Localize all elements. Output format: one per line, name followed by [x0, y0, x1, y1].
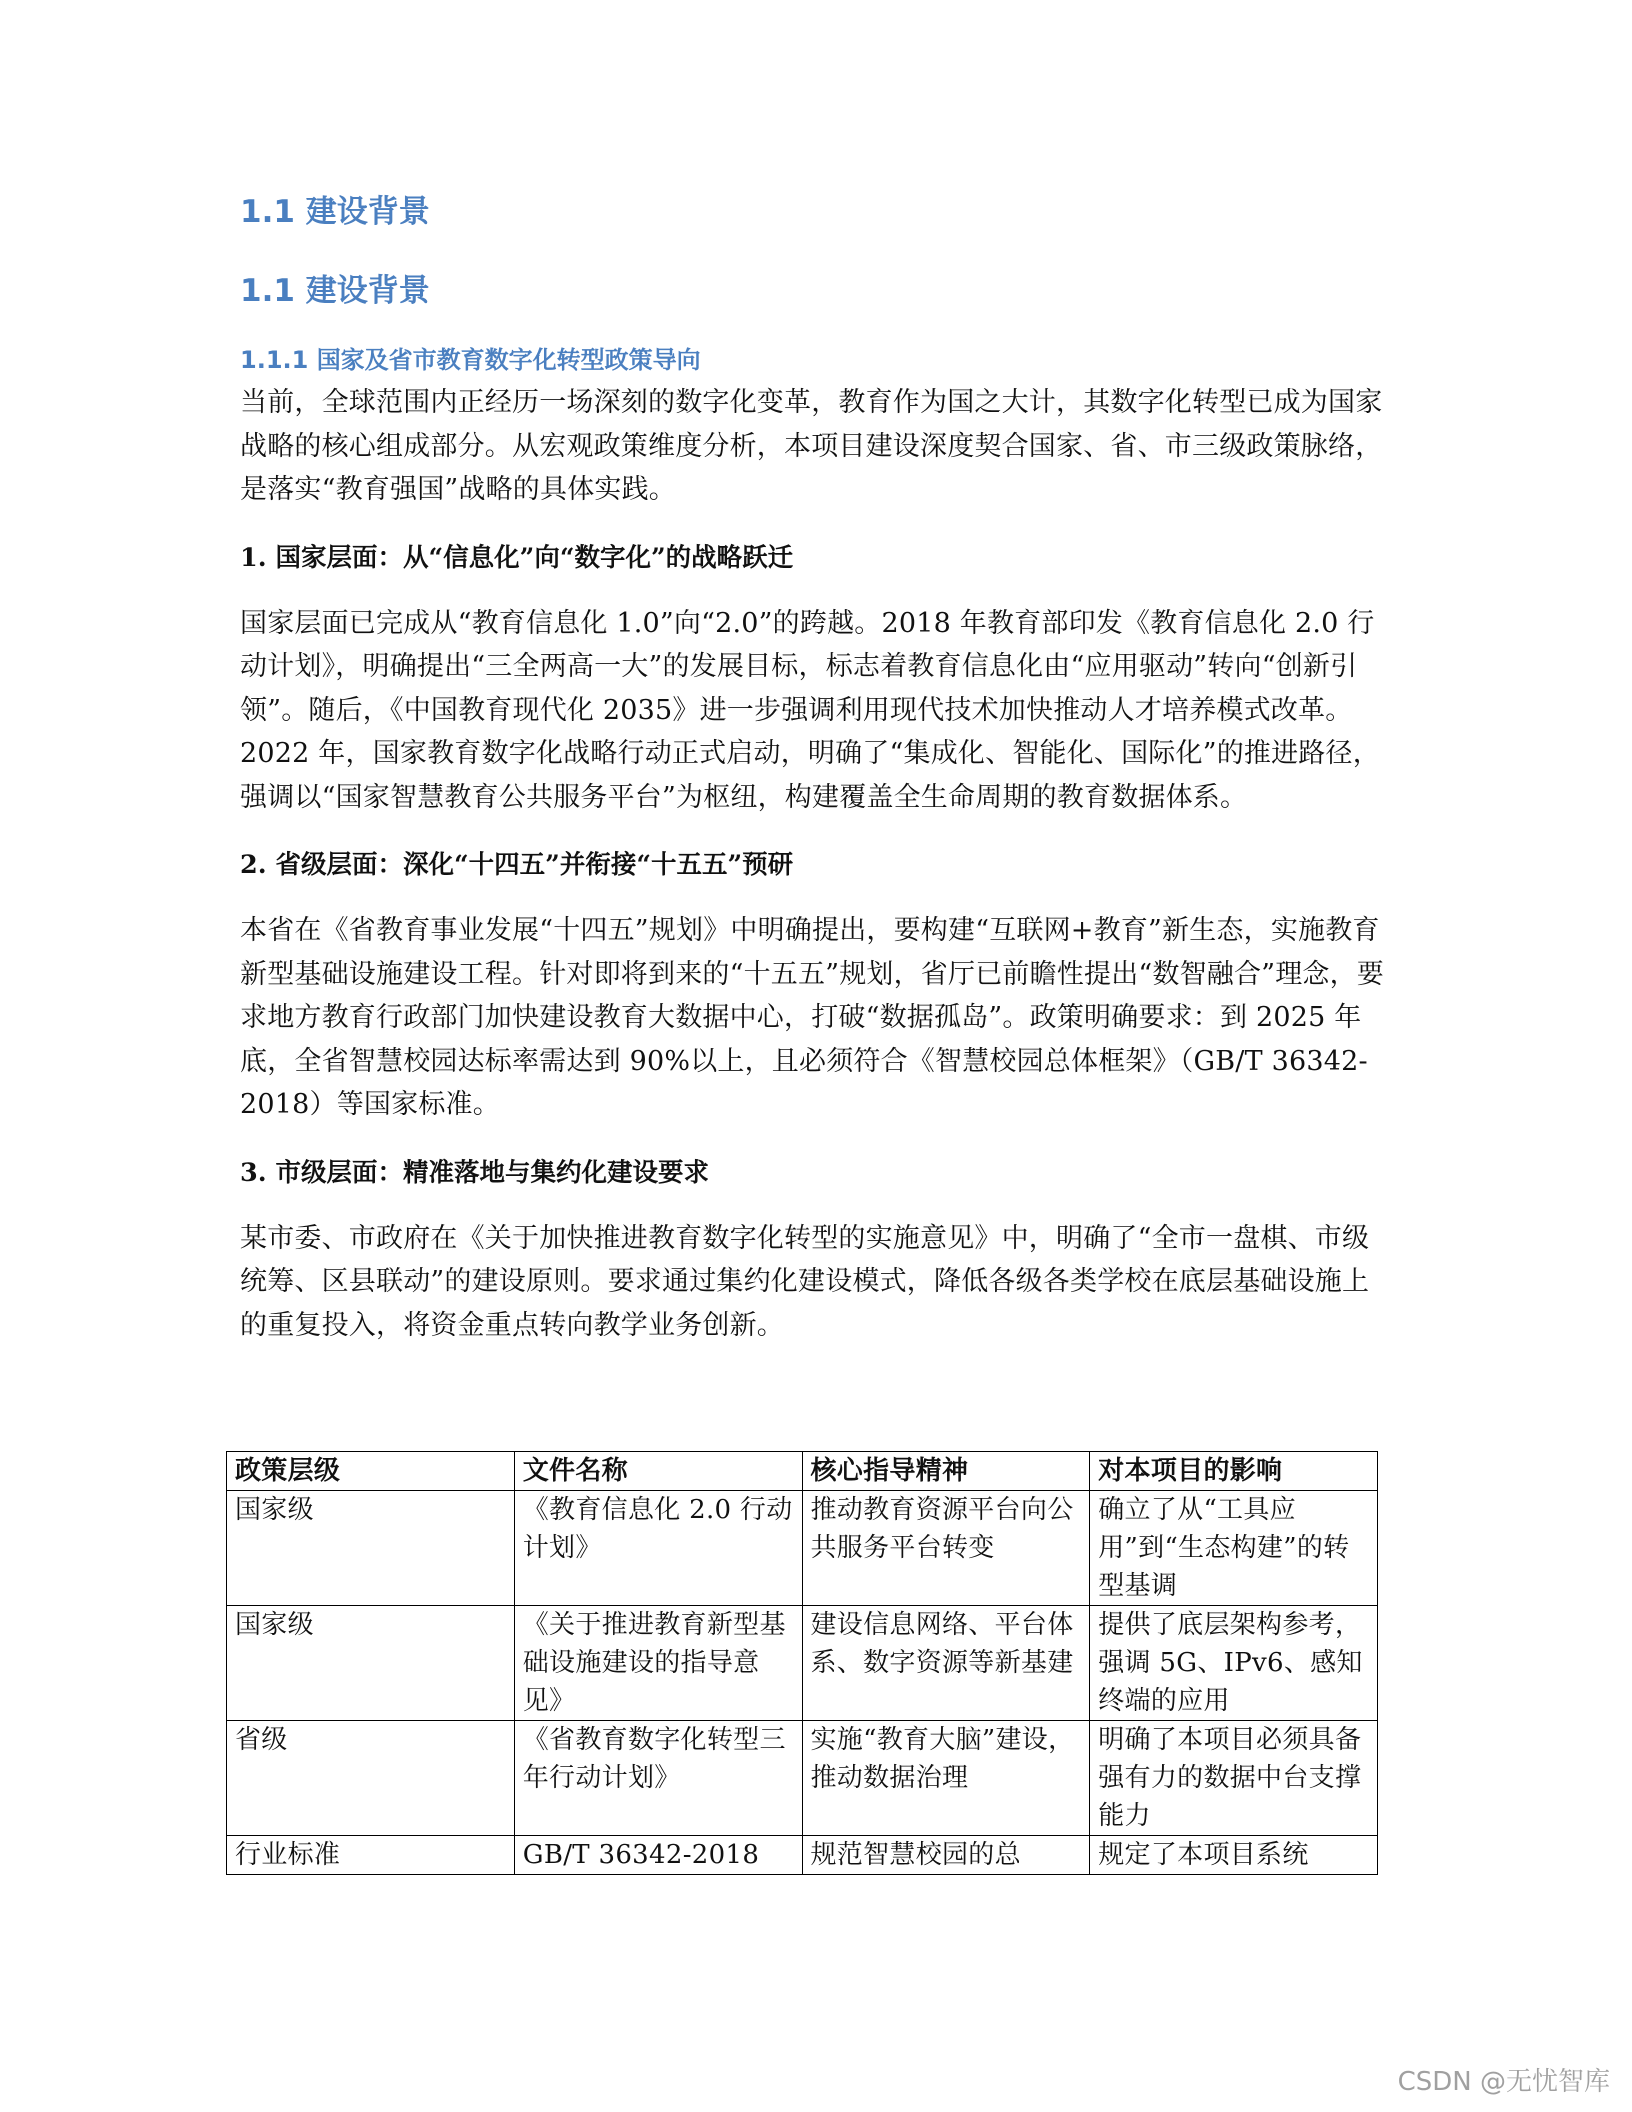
document-page	[240, 190, 1390, 1347]
section-provincial-body: 本省在《省教育事业发展“十四五”规划》中明确提出，要构建“互联网+教育”新生态，实施教育新型基础设施建设工程。针对即将到来的“十五五”规划，省厅已前瞻性提出“数智融合”理念，要求地方教育行政部门加快建设教育大数据中心，打破“数据孤岛”。政策明确要求：到 2025 年底，全省智慧校园达标率需达到 90%以上，且必须符合《智慧校园总体框架》（GB/T 36342-2018）等国家标准。	[240, 915, 1385, 1120]
table-cell: 提供了底层架构参考，强调 5G、IPv6、感知终端的应用	[1090, 1606, 1378, 1721]
table-cell: 《教育信息化 2.0 行动计划》	[514, 1491, 802, 1606]
heading-1: 1.1 建设背景	[240, 194, 430, 230]
table-cell: GB/T 36342-2018	[514, 1836, 802, 1875]
table-cell: 确立了从“工具应用”到“生态构建”的转型基调	[1090, 1491, 1378, 1606]
table-cell: 行业标准	[227, 1836, 515, 1875]
table-cell: 规定了本项目系统	[1090, 1836, 1378, 1875]
watermark: CSDN @无忧智库	[1397, 2067, 1610, 2097]
table-cell: 《关于推进教育新型基础设施建设的指导意见》	[514, 1606, 802, 1721]
section-city-title: 3. 市级层面：精准落地与集约化建设要求	[240, 1157, 709, 1188]
table-cell: 国家级	[227, 1491, 515, 1606]
header-project-impact: 对本项目的影响	[1090, 1452, 1378, 1491]
table-cell: 推动教育资源平台向公共服务平台转变	[802, 1491, 1090, 1606]
section-national-title: 1. 国家层面：从“信息化”向“数字化”的战略跃迁	[240, 542, 794, 573]
table-cell: 实施“教育大脑”建设，推动数据治理	[802, 1721, 1090, 1836]
header-policy-level: 政策层级	[227, 1452, 515, 1491]
table-row	[227, 1721, 1378, 1836]
section-provincial-title: 2. 省级层面：深化“十四五”并衔接“十五五”预研	[240, 850, 794, 880]
heading-3: 1.1.1 国家及省市教育数字化转型政策导向	[240, 346, 701, 374]
intro-paragraph: 当前，全球范围内正经历一场深刻的数字化变革，教育作为国之大计，其数字化转型已成为国家战略的核心组成部分。从宏观政策维度分析，本项目建设深度契合国家、省、市三级政策脉络，是落实“教育强国”战略的具体实践。	[240, 387, 1383, 505]
table-cell: 规范智慧校园的总	[802, 1836, 1090, 1875]
table-row	[227, 1606, 1378, 1721]
table-cell: 明确了本项目必须具备强有力的数据中台支撑能力	[1090, 1721, 1378, 1836]
table-cell: 《省教育数字化转型三年行动计划》	[514, 1721, 802, 1836]
table-row	[227, 1491, 1378, 1606]
heading-1-repeat: 1.1 建设背景	[240, 273, 430, 309]
header-document-name: 文件名称	[514, 1452, 802, 1491]
header-core-guidance: 核心指导精神	[802, 1452, 1090, 1491]
section-city-body: 某市委、市政府在《关于加快推进教育数字化转型的实施意见》中，明确了“全市一盘棋、市级统筹、区县联动”的建设原则。要求通过集约化建设模式，降低各级各类学校在底层基础设施上的重复投入，将资金重点转向教学业务创新。	[240, 1222, 1370, 1341]
table-cell: 建设信息网络、平台体系、数字资源等新基建	[802, 1606, 1090, 1721]
policy-table	[226, 1451, 1378, 1875]
table-row	[227, 1836, 1378, 1875]
section-national-body: 国家层面已完成从“教育信息化 1.0”向“2.0”的跨越。2018 年教育部印发《教育信息化 2.0 行动计划》，明确提出“三全两高一大”的发展目标，标志着教育信息化由“应用驱动”转向“创新引领”。随后，《中国教育现代化 2035》进一步强调利用现代技术加快推动人才培养模式改革。2022 年，国家教育数字化战略行动正式启动，明确了“集成化、智能化、国际化”的推进路径，强调以“国家智慧教育公共服务平台”为枢纽，构建覆盖全生命周期的教育数据体系。	[240, 607, 1380, 813]
table-cell: 省级	[227, 1721, 515, 1836]
table-cell: 国家级	[227, 1606, 515, 1721]
table-header-row	[227, 1452, 1378, 1491]
